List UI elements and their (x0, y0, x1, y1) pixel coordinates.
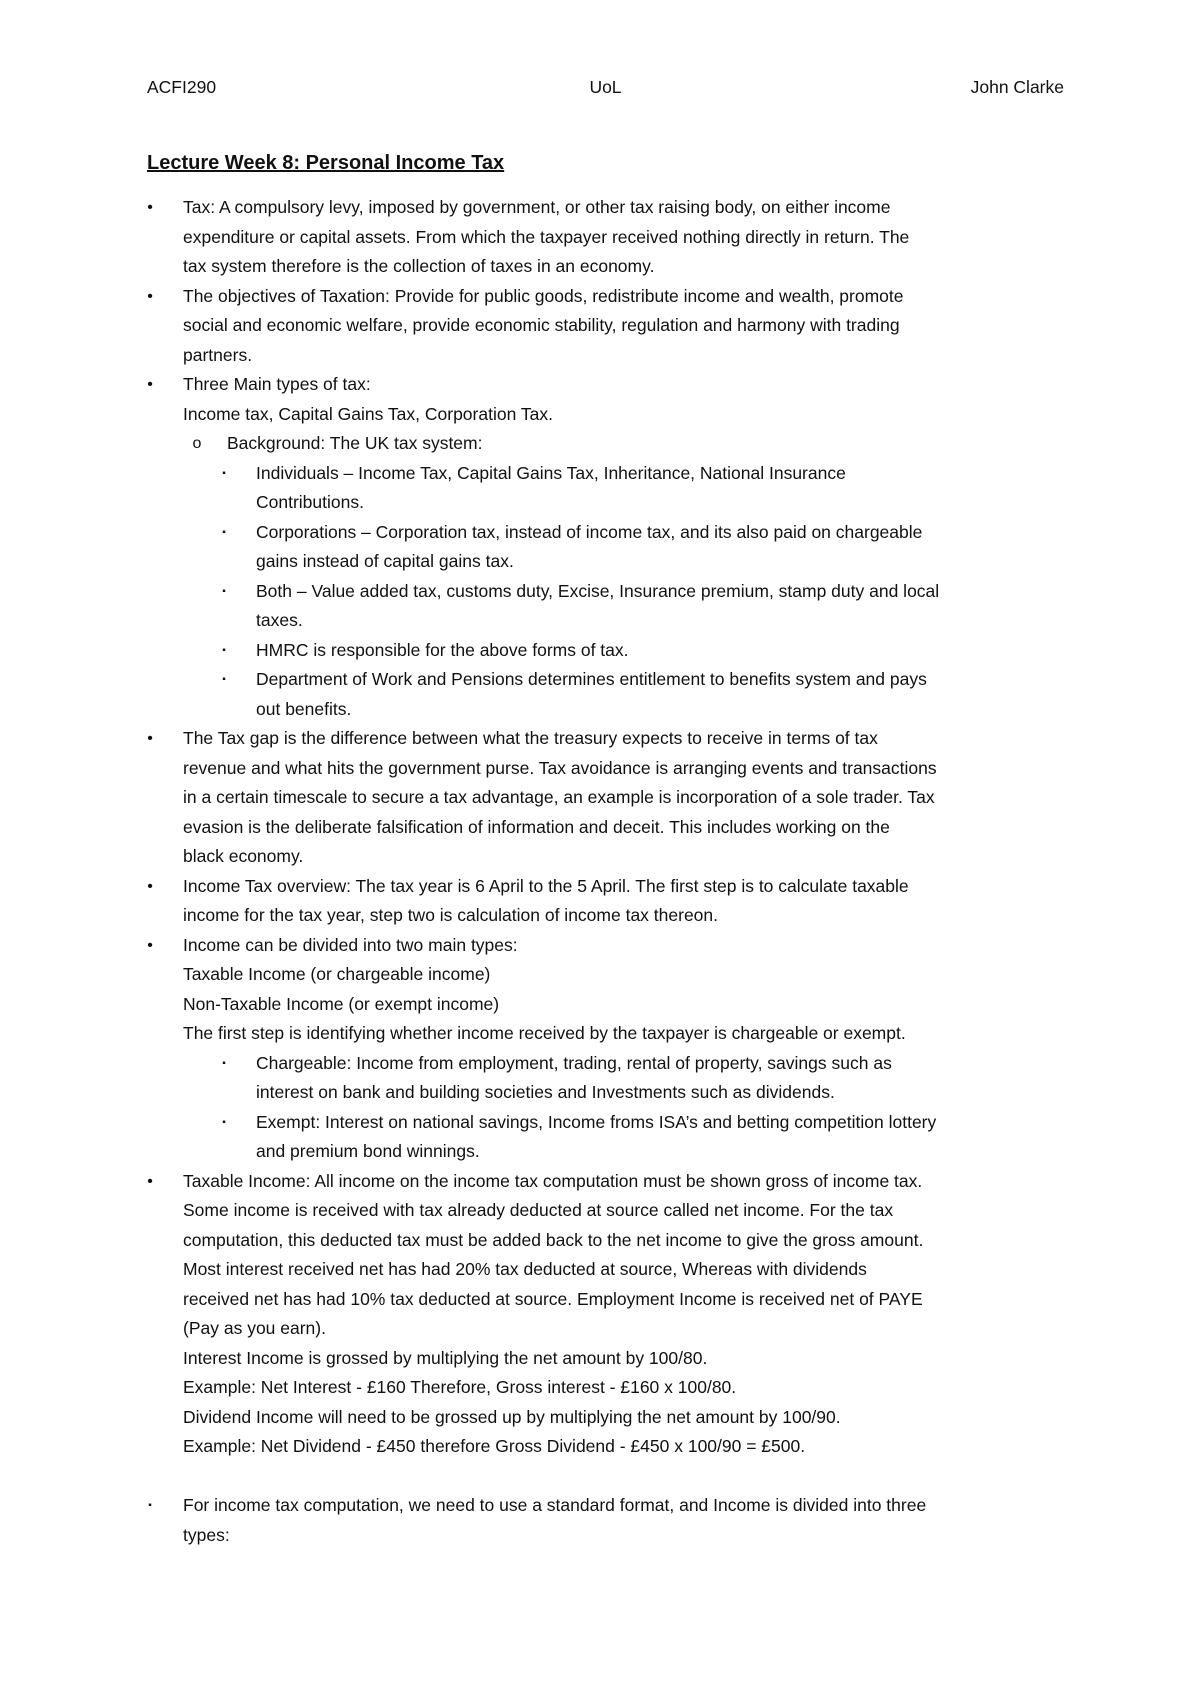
header-course-code: ACFI290 (147, 77, 217, 97)
document-body (0, 193, 1200, 1550)
line-text: income for the tax year, step two is calculation of income tax thereon. (183, 905, 718, 925)
document-line (0, 1462, 1200, 1492)
line-text: For income tax computation, we need to use a standard format, and Income is divided into three (183, 1495, 927, 1515)
document-line (0, 400, 1200, 430)
document-line (0, 193, 1200, 223)
line-text: types: (183, 1524, 230, 1545)
document-line (0, 429, 1200, 459)
line-text: Background: The UK tax system: (227, 433, 483, 453)
line-text: in a certain timescale to secure a tax advantage, an example is incorporation of a sole trader. Tax (183, 787, 935, 807)
square-bullet-icon: ▪ (222, 1057, 226, 1069)
document-line (0, 488, 1200, 518)
line-text: Most interest received net has had 20% tax deducted at source, Whereas with dividends (183, 1259, 867, 1279)
line-text: Some income is received with tax already deducted at source called net income. For the tax (183, 1200, 894, 1220)
line-text: received net has had 10% tax deducted at source. Employment Income is received net of PAYE (183, 1288, 923, 1309)
document-line (0, 1108, 1200, 1138)
line-text: (Pay as you earn). (183, 1318, 326, 1338)
document-line (0, 252, 1200, 282)
document-line (0, 459, 1200, 489)
line-text: taxes. (256, 610, 303, 630)
header-author: John Clarke (970, 77, 1064, 97)
document-line (0, 960, 1200, 990)
square-bullet-icon: ▪ (222, 1116, 226, 1128)
square-bullet-icon: ▪ (222, 585, 226, 597)
line-text: and premium bond winnings. (256, 1141, 480, 1161)
line-text: gains instead of capital gains tax. (256, 551, 514, 571)
document-line (0, 1078, 1200, 1108)
line-text: evasion is the deliberate falsification of information and deceit. This includes working on the (183, 816, 890, 837)
square-bullet-icon: ▪ (148, 1500, 152, 1511)
document-line (0, 1432, 1200, 1462)
line-text: Taxable Income: All income on the income tax computation must be shown gross of income tax. (183, 1170, 923, 1191)
line-text: black economy. (183, 846, 304, 866)
line-text: Income tax, Capital Gains Tax, Corporation Tax. (183, 403, 553, 424)
document-line (0, 695, 1200, 725)
line-text: Chargeable: Income from employment, trading, rental of property, savings such as (256, 1052, 892, 1073)
line-text: interest on bank and building societies and Investments such as dividends. (256, 1082, 835, 1102)
bullet-icon: • (147, 730, 153, 747)
document-line (0, 1255, 1200, 1285)
header-institution: UoL (589, 77, 622, 97)
document-line (0, 1491, 1200, 1521)
document-line (0, 606, 1200, 636)
square-bullet-icon: ▪ (222, 526, 226, 538)
document-line (0, 665, 1200, 695)
document-line (0, 370, 1200, 400)
line-text: Both – Value added tax, customs duty, Excise, Insurance premium, stamp duty and local (256, 580, 940, 601)
line-text: Example: Net Interest - £160 Therefore, Gross interest - £160 x 100/80. (183, 1377, 737, 1397)
line-text: social and economic welfare, provide economic stability, regulation and harmony with trading (183, 315, 900, 335)
line-text: Dividend Income will need to be grossed up by multiplying the net amount by 100/90. (183, 1406, 841, 1427)
document-line (0, 1049, 1200, 1079)
document-line (0, 1521, 1200, 1551)
document-line (0, 1196, 1200, 1226)
document-line (0, 1314, 1200, 1344)
line-text: out benefits. (256, 698, 352, 719)
document-line (0, 1137, 1200, 1167)
line-text: Department of Work and Pensions determines entitlement to benefits system and pays (256, 669, 927, 689)
line-text: Income Tax overview: The tax year is 6 April to the 5 April. The first step is to calculate taxable (183, 875, 909, 896)
bullet-icon: • (147, 936, 153, 954)
line-text: Example: Net Dividend - £450 therefore Gross Dividend - £450 x 100/90 = £500. (183, 1436, 806, 1456)
document-line (0, 341, 1200, 371)
line-text: Tax: A compulsory levy, imposed by government, or other tax raising body, on either income (183, 197, 891, 217)
document-line (0, 990, 1200, 1020)
bullet-icon: • (147, 1172, 153, 1190)
document-line (0, 282, 1200, 312)
line-text: The objectives of Taxation: Provide for public goods, redistribute income and wealth, promote (183, 285, 904, 306)
bullet-icon: • (147, 199, 153, 216)
square-bullet-icon: ▪ (222, 674, 226, 685)
document-line (0, 813, 1200, 843)
line-text: Income can be divided into two main types: (183, 934, 518, 955)
line-text: expenditure or capital assets. From which the taxpayer received nothing directly in return. The (183, 226, 910, 247)
document-line (0, 724, 1200, 754)
line-text: Taxable Income (or chargeable income) (183, 964, 491, 984)
line-text: Individuals – Income Tax, Capital Gains Tax, Inheritance, National Insurance (256, 462, 846, 483)
line-text: revenue and what hits the government purse. Tax avoidance is arranging events and transactions (183, 757, 937, 778)
document-line (0, 547, 1200, 577)
document-line (0, 223, 1200, 253)
document-line (0, 1403, 1200, 1433)
line-text: The first step is identifying whether income received by the taxpayer is chargeable or exempt. (183, 1023, 906, 1043)
document-line (0, 1285, 1200, 1315)
line-text: partners. (183, 344, 253, 365)
document-line (0, 754, 1200, 784)
line-text: HMRC is responsible for the above forms of tax. (256, 639, 629, 660)
document-line (0, 577, 1200, 607)
document-line (0, 1373, 1200, 1403)
document-line (0, 1226, 1200, 1256)
document-line (0, 1167, 1200, 1197)
line-text: Contributions. (256, 492, 364, 512)
bullet-icon: • (147, 877, 153, 895)
document-line (0, 1019, 1200, 1049)
line-text: The Tax gap is the difference between what the treasury expects to receive in terms of tax (183, 728, 878, 748)
line-text: Three Main types of tax: (183, 374, 371, 394)
document-line (0, 636, 1200, 666)
bullet-icon: • (147, 287, 153, 305)
square-bullet-icon: ▪ (222, 467, 226, 479)
page-header (147, 75, 1064, 99)
line-text: Exempt: Interest on national savings, Income froms ISA’s and betting competition lottery (256, 1111, 937, 1132)
document-line (0, 311, 1200, 341)
document-line (0, 518, 1200, 548)
square-bullet-icon: ▪ (222, 644, 226, 656)
circle-bullet-icon: o (192, 435, 202, 452)
line-text: tax system therefore is the collection of taxes in an economy. (183, 256, 655, 276)
line-text: computation, this deducted tax must be added back to the net income to give the gross amount. (183, 1229, 924, 1250)
line-text: Interest Income is grossed by multiplying the net amount by 100/80. (183, 1347, 708, 1368)
document-line (0, 872, 1200, 902)
document-line (0, 1344, 1200, 1374)
line-text: Non-Taxable Income (or exempt income) (183, 993, 500, 1014)
page-title: Lecture Week 8: Personal Income Tax (147, 152, 505, 174)
document-line (0, 783, 1200, 813)
document-line (0, 901, 1200, 931)
document-line (0, 842, 1200, 872)
document-line (0, 931, 1200, 961)
line-text: Corporations – Corporation tax, instead of income tax, and its also paid on chargeable (256, 521, 923, 542)
bullet-icon: • (147, 376, 153, 393)
